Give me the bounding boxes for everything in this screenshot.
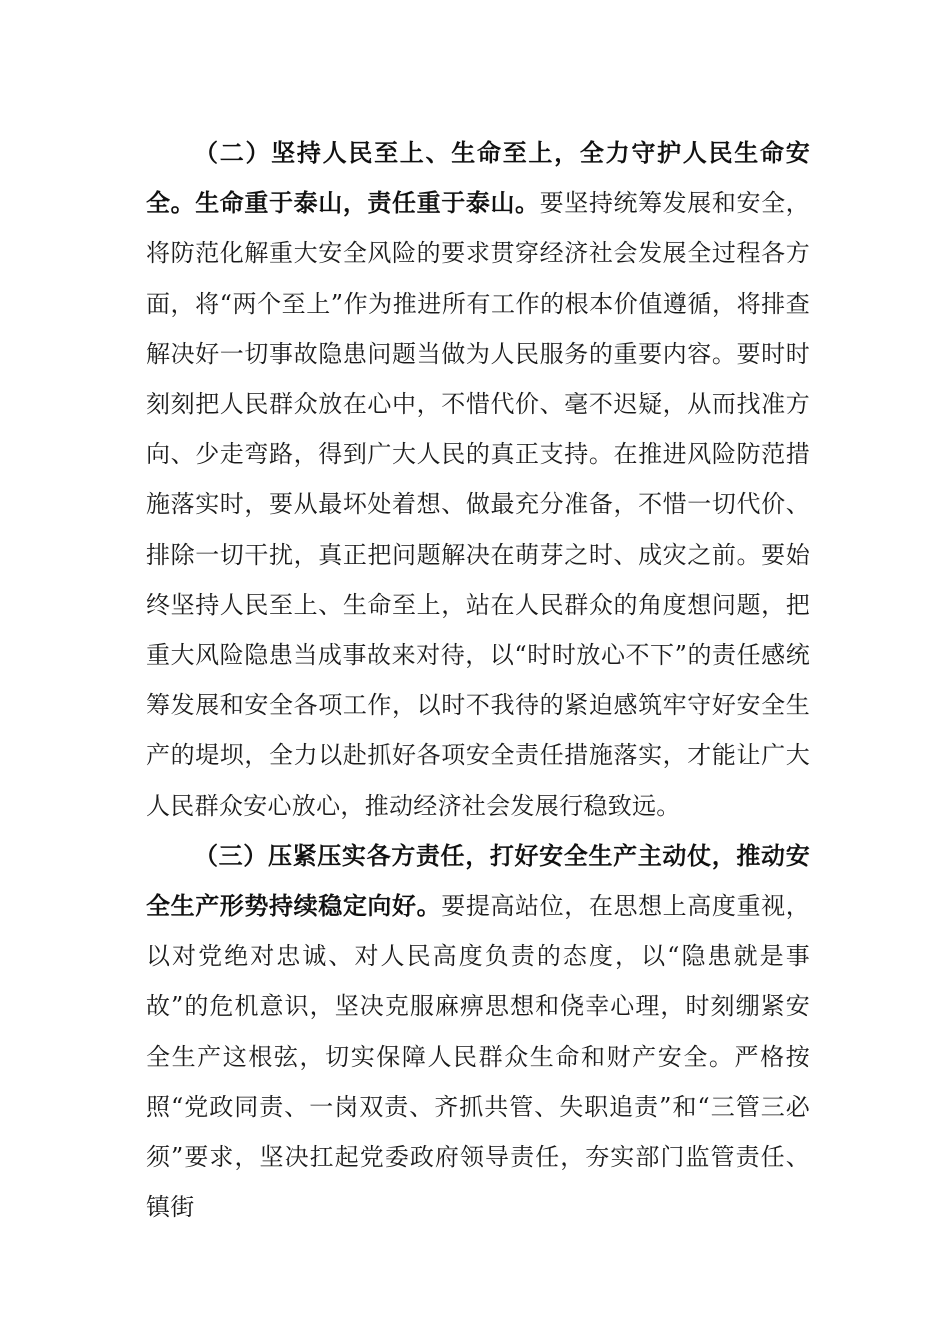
document-body (146, 128, 810, 1232)
section-3-body: 要提高站位，在思想上高度重视，以对党绝对忠诚、对人民高度负责的态度，以“隐患就是事故”的危机意识，坚决克服麻痹思想和侥幸心理，时刻绷紧安全生产这根弦，切实保障人民群众生命和财产安全。严格按照“党政同责、一岗双责、齐抓共管、失职追责”和“三管三必须”要求，坚决扛起党委政府领导责任，夯实部门监管责任、镇街 (146, 892, 810, 1222)
section-2-heading: （二）坚持人民至上、生命至上，全力守护人民生命安全。生命重于泰山，责任重于泰山。 (146, 138, 810, 218)
section-3-heading: （三）压紧压实各方责任，打好安全生产主动仗，推动安全生产形势持续稳定向好。 (146, 840, 810, 921)
paragraph-section-3 (146, 831, 810, 1233)
paragraph-section-2 (146, 128, 810, 831)
section-2-body: 要坚持统筹发展和安全，将防范化解重大安全风险的要求贯穿经济社会发展全过程各方面，将“两个至上”作为推进所有工作的根本价值遵循，将排查解决好一切事故隐患问题当做为人民服务的重要内容。要时时刻刻把人民群众放在心中，不惜代价、毫不迟疑，从而找准方向、少走弯路，得到广大人民的真正支持。在推进风险防范措施落实时，要从最坏处着想、做最充分准备，不惜一切代价、排除一切干扰，真正把问题解决在萌芽之时、成灾之前。要始终坚持人民至上、生命至上，站在人民群众的角度想问题，把重大风险隐患当成事故来对待，以“时时放心不下”的责任感统筹发展和安全各项工作，以时不我待的紧迫感筑牢守好安全生产的堤坝，全力以赴抓好各项安全责任措施落实，才能让广大人民群众安心放心，推动经济社会发展行稳致远。 (146, 189, 810, 820)
